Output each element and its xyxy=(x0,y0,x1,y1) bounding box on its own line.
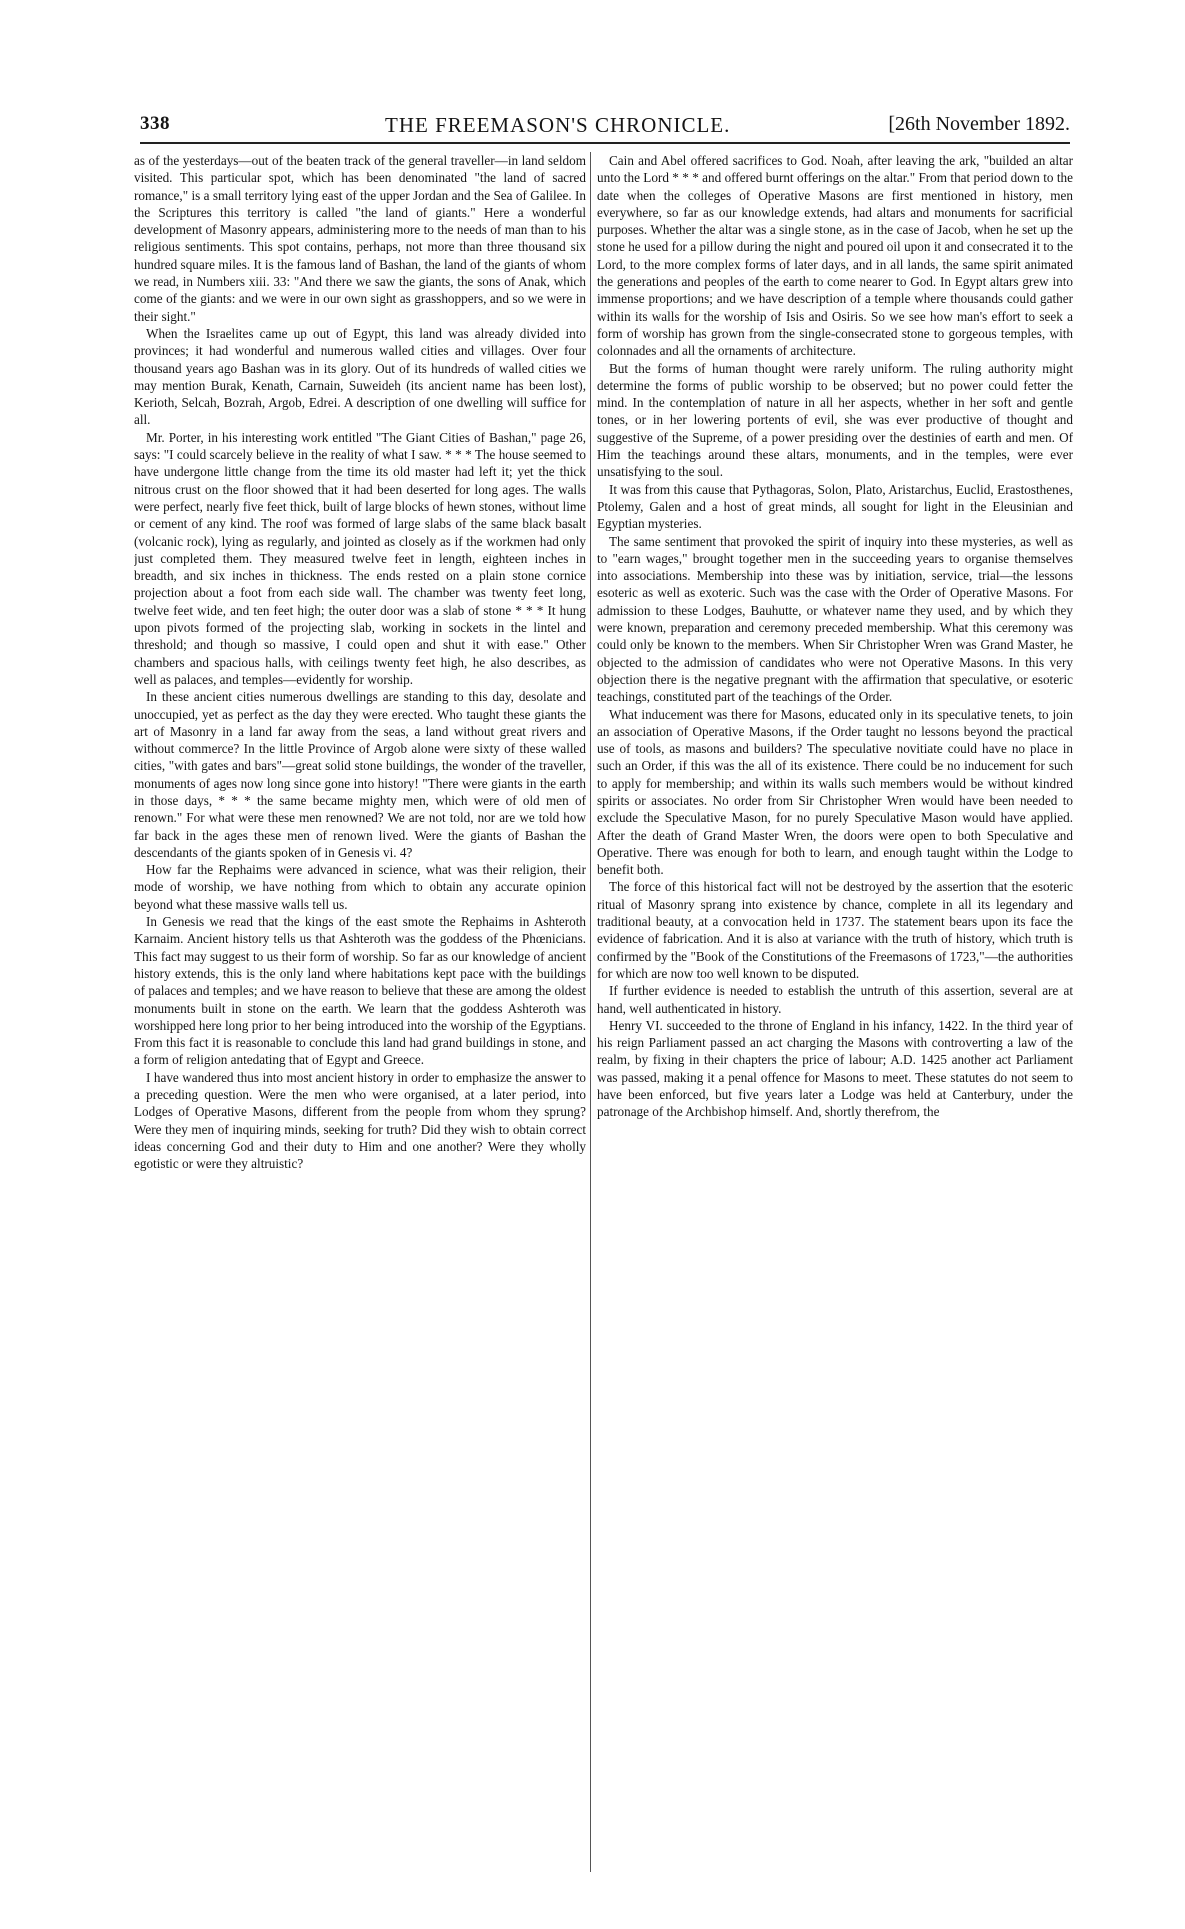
left-paragraph-6: In Genesis we read that the kings of the east smote the Rephaims in Ashteroth Karnaim. Ancient history tells us that Ashteroth was the goddess of the Phœnicians. This fact may suggest to us their form of worship. So far as our knowledge of ancient history extends, this is the only land where habitations kept pace with the buildings of palaces and temples; and we have reason to believe that these are among the oldest monuments built in stone on the earth. We learn that the goddess Ashteroth was worshipped here long prior to her being introduced into the worship of the Egyptians. From this fact it is reasonable to conclude this land had grand buildings in stone, and a form of religion antedating that of Egypt and Greece. xyxy=(134,914,586,1068)
right-paragraph-8: Henry VI. succeeded to the throne of England in his infancy, 1422. In the third year of his reign Parliament passed an act charging the Masons with controverting a law of the realm, by fixing in their chapters the price of labour; A.D. 1425 another act Parliament was passed, making it a penal offence for Masons to meet. These statutes do not seem to have been enforced, but five years later a Lodge was held at Canterbury, under the patronage of the Archbishop himself. And, shortly therefrom, the xyxy=(597,1017,1073,1120)
issue-date: [26th November 1892. xyxy=(888,113,1070,135)
left-paragraph-2: When the Israelites came up out of Egypt, this land was already divided into provinces; it had wonderful and numerous walled cities and villages. Over four thousand years ago Bashan was in its glory. Out of its hundreds of walled cities we may mention Burak, Kenath, Carnain, Suweideh (its ancient name has been lost), Kerioth, Selcah, Bozrah, Argob, Edrei. A description of one dwelling will suffice for all. xyxy=(134,325,586,428)
left-paragraph-4: In these ancient cities numerous dwellings are standing to this day, desolate and unoccupied, yet as perfect as the day they were erected. Who taught these giants the art of Masonry in a land far away from the seas, a land without great rivers and without commerce? In the little Province of Argob alone were sixty of these walled cities, "with gates and bars"—great solid stone buildings, the wonder of the traveller, monuments of ages now long since gone into history! "There were giants in the earth in those days, * * * the same became mighty men, which were of old men of renown." For what were these men renowned? We are not told, nor are we told how far back in the ages these men of renown lived. Were the giants of Bashan the descendants of the giants spoken of in Genesis vi. 4? xyxy=(134,689,586,860)
right-paragraph-7: If further evidence is needed to establish the untruth of this assertion, several are at hand, well authenticated in history. xyxy=(597,983,1073,1016)
header-rule xyxy=(140,142,1070,144)
page-header xyxy=(140,113,1070,143)
right-paragraph-6: The force of this historical fact will not be destroyed by the assertion that the esoteric ritual of Masonry sprang into existence by chance, complete in all its legendary and traditional beauty, at a convocation held in 1737. The statement bears upon its face the evidence of fabrication. And it is also at variance with the truth of history, which truth is confirmed by the "Book of the Constitutions of the Freemasons of 1723,"—the authorities for which are now too well known to be disputed. xyxy=(597,879,1073,981)
right-paragraph-1: Cain and Abel offered sacrifices to God. Noah, after leaving the ark, "builded an altar unto the Lord * * * and offered burnt offerings on the altar." From that period down to the date when the colleges of Operative Masons are first mentioned in history, men everywhere, so far as our knowledge extends, had altars and monuments for sacrificial purposes. Whether the altar was a single stone, as in the case of Jacob, when he set up the stone he used for a pillow during the night and poured oil upon it and consecrated it to the Lord, to the more complex forms of later days, and in all lands, the same spirit animated the generations and peoples of the earth to come nearer to God. In Egypt altars grew into immense proportions; and we have description of a temple where thousands could gather within its walls for the worship of Isis and Osiris. So we see how man's effort to seek a form of worship has grown from the single-consecrated stone to gorgeous temples, with colonnades and all the ornaments of architecture. xyxy=(597,153,1073,359)
right-paragraph-2: But the forms of human thought were rarely uniform. The ruling authority might determine the forms of public worship to be observed; but no power could fetter the mind. In the contemplation of nature in all her aspects, whether in her soft and gentle tones, or in her lowering portents of evil, she was ever productive of thought and suggestive of the Supreme, of a power presiding over the destinies of earth and men. Of Him the teachings around these altars, monuments, and in the temples, were ever unsatisfying to the soul. xyxy=(597,360,1073,480)
right-paragraph-5: What inducement was there for Masons, educated only in its speculative tenets, to join an association of Operative Masons, if the Order taught no lessons beyond the practical use of tools, as masons and builders? The speculative novitiate could have no place in such an Order, if this was the all of its existence. There could be no inducement for such to apply for membership; and within its walls such members would be without kindred spirits or associates. No order from Sir Christopher Wren would have been needed to exclude the Speculative Mason, for no purely Speculative Mason would have applied. After the death of Grand Master Wren, the doors were open to both Speculative and Operative. There was enough for both to learn, and enough taught within the Lodge to benefit both. xyxy=(597,706,1073,878)
page-number: 338 xyxy=(140,113,170,134)
right-column xyxy=(597,152,1073,1872)
left-paragraph-1: as of the yesterdays—out of the beaten track of the general traveller—in land seldom visited. This particular spot, which has been denominated "the land of sacred romance," is a small territory lying east of the upper Jordan and the Sea of Galilee. In the Scriptures this territory is called "the land of giants." Here a wonderful development of Masonry appears, administering more to the needs of man than to his religious sentiments. This spot contains, perhaps, not more than three thousand six hundred square miles. It is the famous land of Bashan, the land of the giants of whom we read, in Numbers xiii. 33: "And there we saw the giants, the sons of Anak, which come of the giants: and we were in our own sight as grasshoppers, and so we were in their sight." xyxy=(134,153,586,324)
right-paragraph-3: It was from this cause that Pythagoras, Solon, Plato, Aristarchus, Euclid, Erastosthenes, Ptolemy, Galen and a host of great minds, all sought for light in the Eleusinian and Egyptian mysteries. xyxy=(597,481,1073,532)
left-paragraph-7: I have wandered thus into most ancient history in order to emphasize the answer to a preceding question. Were the men who were organised, at a later period, into Lodges of Operative Masons, different from the people from whom they sprung? Were they men of inquiring minds, seeking for truth? Did they wish to obtain correct ideas concerning God and their duty to Him and one another? Were they wholly egotistic or were they altruistic? xyxy=(134,1069,586,1172)
left-paragraph-3: Mr. Porter, in his interesting work entitled "The Giant Cities of Bashan," page 26, says: "I could scarcely believe in the reality of what I saw. * * * The house seemed to have undergone little change from the time its old master had left it; yet the thick nitrous crust on the floor showed that it had been deserted for long ages. The walls were perfect, nearly five feet thick, built of large blocks of hewn stones, without lime or cement of any kind. The roof was formed of large slabs of the same black basalt (volcanic rock), lying as regularly, and jointed as closely as if the workmen had only just completed them. They measured twelve feet in length, eighteen inches in breadth, and six inches in thickness. The ends rested on a plain stone cornice projection about a foot from each side wall. The chamber was twenty feet long, twelve feet wide, and ten feet high; the outer door was a slab of stone * * * It hung upon pivots formed of the projecting slab, working in sockets in the lintel and threshold; and though so massive, I could open and shut it with ease." Other chambers and spacious halls, with ceilings twenty feet high, he also describes, as well as palaces, and temples—evidently for worship. xyxy=(134,429,586,687)
right-paragraph-4: The same sentiment that provoked the spirit of inquiry into these mysteries, as well as to "earn wages," brought together men in the succeeding years to organise themselves into associations. Membership into these was by initiation, service, trial—the lessons esoteric as well as exoteric. Such was the case with the Order of Operative Masons. For admission to these Lodges, Bauhutte, or whatever name they used, and by which they were known, preparation and ceremony preceded membership. What this ceremony was could only be known to the members. When Sir Christopher Wren was Grand Master, he objected to the admission of candidates who were not Operative Masons. In this very objection there is the negative pregnant with the affirmation that speculative, or esoteric teachings, constituted part of the teachings of the Order. xyxy=(597,533,1073,705)
left-column xyxy=(134,152,586,1872)
journal-title: THE FREEMASON'S CHRONICLE. xyxy=(385,113,731,137)
left-paragraph-5: How far the Rephaims were advanced in science, what was their religion, their mode of worship, we have nothing from which to obtain any accurate opinion beyond what these massive walls tell us. xyxy=(134,862,586,912)
column-divider xyxy=(590,152,591,1872)
